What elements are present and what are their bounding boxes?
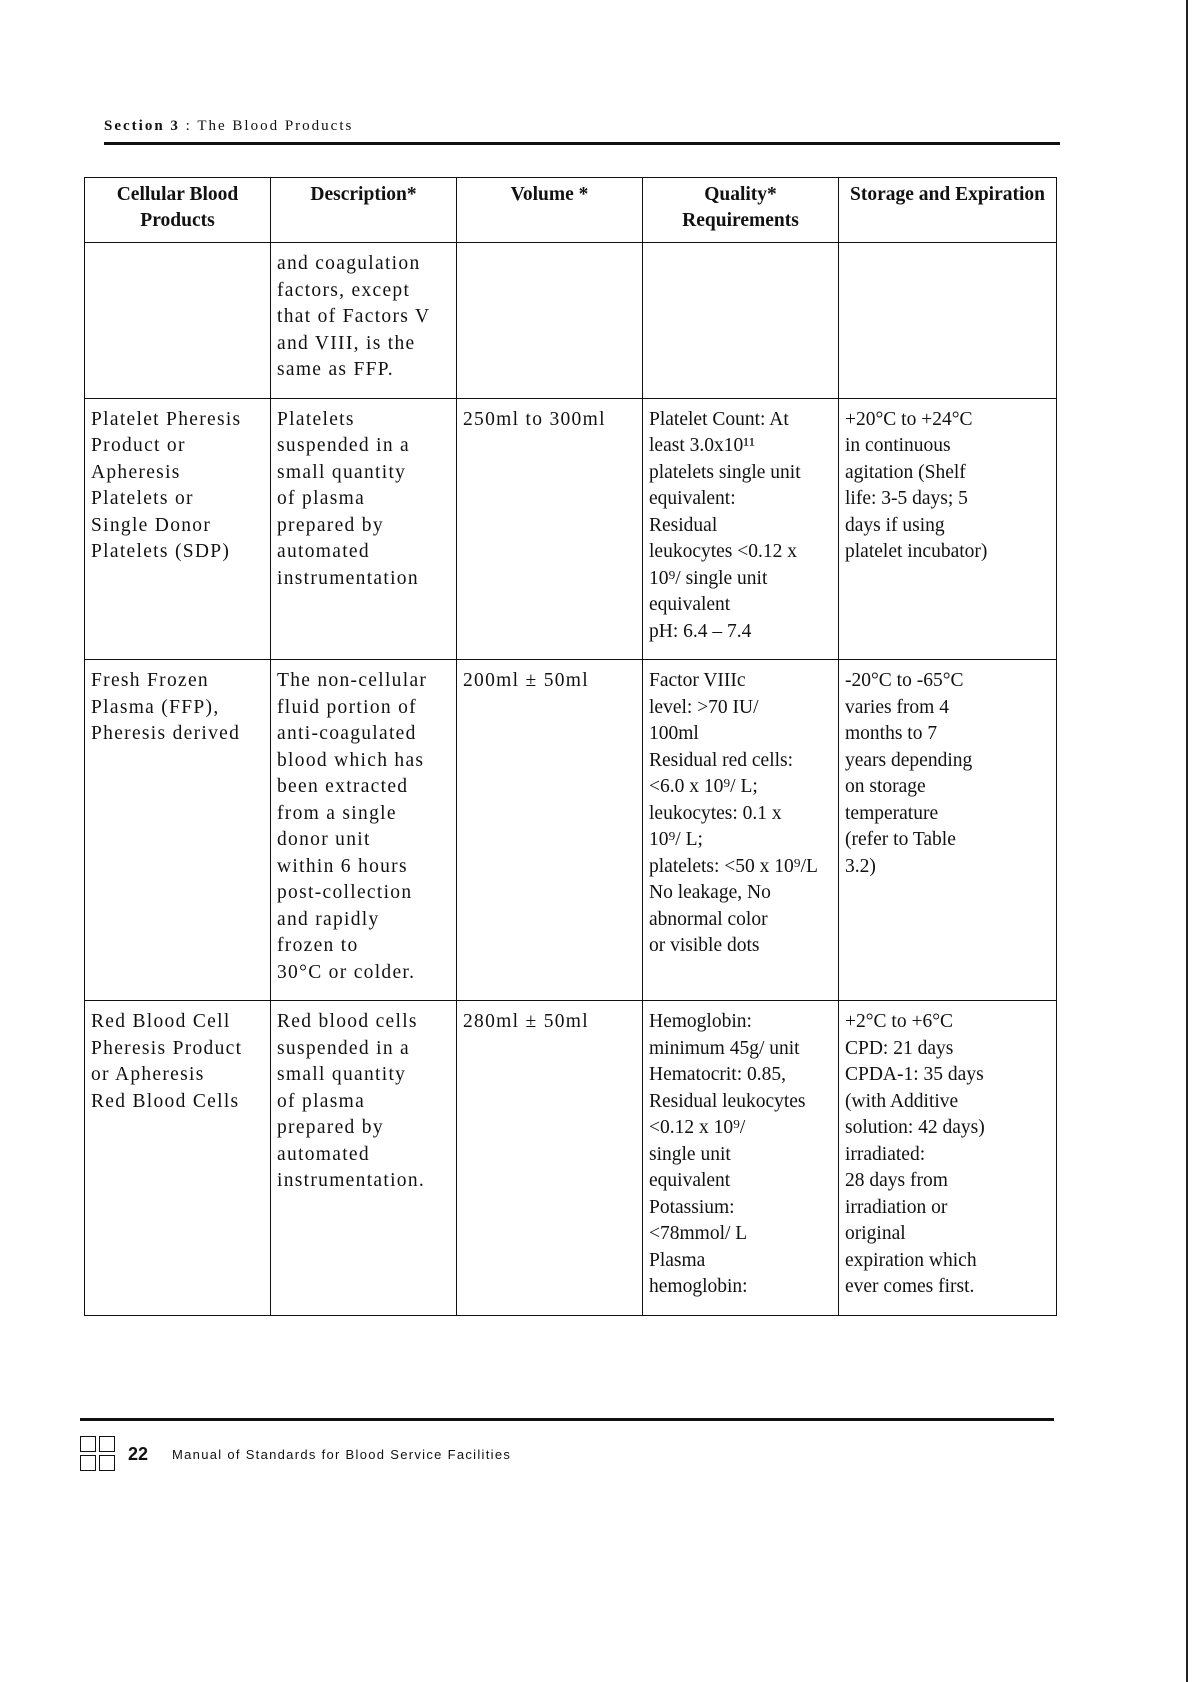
- cell-quality: [643, 1001, 839, 1316]
- cell-line: irradiation or: [845, 1196, 948, 1218]
- cell-line: CPD: 21 days: [845, 1037, 954, 1059]
- cell-line: Platelets: [277, 408, 355, 430]
- cell-volume: [457, 243, 643, 399]
- cell-line: days if using: [845, 514, 945, 536]
- cell-volume: [457, 660, 643, 1001]
- cell-line: Pheresis derived: [91, 723, 241, 744]
- cell-line: years depending: [845, 749, 973, 771]
- cell-storage: [839, 660, 1057, 1001]
- table-body: [85, 243, 1057, 1316]
- header-separator: :: [179, 118, 198, 134]
- cell-line: ever comes first.: [845, 1276, 975, 1297]
- table-header-row: [85, 178, 1057, 243]
- cell-line: prepared by: [277, 1117, 384, 1138]
- section-title: The Blood Products: [197, 118, 354, 134]
- table-row: [85, 660, 1057, 1001]
- cell-line: solution: 42 days): [845, 1117, 985, 1138]
- cell-line: Residual: [649, 514, 718, 536]
- cell-line: (refer to Table: [845, 829, 956, 850]
- cell-line: Hemoglobin:: [649, 1011, 752, 1032]
- cell-line: +2°C to +6°C: [845, 1011, 954, 1032]
- cell-line: fluid portion of: [277, 696, 417, 718]
- cell-line: expiration which: [845, 1249, 977, 1271]
- cell-line: 100ml: [649, 723, 699, 744]
- footer-title: Manual of Standards for Blood Service Facilities: [172, 1447, 512, 1462]
- cell-line: original: [845, 1223, 906, 1244]
- column-header-quality: Quality* Requirements: [643, 178, 839, 243]
- column-header-volume: Volume *: [457, 178, 643, 243]
- cell-line: 30°C or colder.: [277, 961, 416, 983]
- cell-line: least 3.0x10¹¹: [649, 435, 755, 456]
- blood-products-table: [84, 177, 1057, 1316]
- cell-line: +20°C to +24°C: [845, 408, 973, 430]
- section-label: Section 3: [104, 118, 180, 134]
- cell-line: from a single: [277, 802, 397, 824]
- column-header-description: Description*: [271, 178, 457, 243]
- cell-line: <6.0 x 10⁹/ L;: [649, 776, 758, 797]
- cell-line: No leakage, No: [649, 882, 771, 903]
- cell-line: varies from 4: [845, 696, 949, 718]
- cell-line: platelet incubator): [845, 541, 988, 562]
- cell-line: platelets: <50 x 10⁹/L: [649, 855, 818, 877]
- cell-line: automated: [277, 1143, 370, 1165]
- cell-line: Platelet Count: At: [649, 408, 789, 430]
- cell-description: [271, 398, 457, 660]
- cell-line: suspended in a: [277, 435, 411, 456]
- cell-line: equivalent: [649, 1170, 731, 1191]
- cell-quality: [643, 243, 839, 399]
- cell-line: Factor VIIIc: [649, 670, 746, 691]
- footer-rule: [80, 1418, 1054, 1421]
- cell-line: level: >70 IU/: [649, 696, 759, 718]
- cell-line: Product or: [91, 435, 186, 456]
- cell-storage: [839, 243, 1057, 399]
- cell-line: 28 days from: [845, 1170, 948, 1191]
- manual-logo-icon: [80, 1436, 118, 1474]
- cell-line: irradiated:: [845, 1143, 926, 1165]
- cell-line: Apheresis: [91, 461, 181, 483]
- cell-volume: [457, 1001, 643, 1316]
- cell-product: [85, 1001, 271, 1316]
- cell-line: single unit: [649, 1143, 731, 1165]
- cell-description: [271, 660, 457, 1001]
- cell-line: 10⁹/ L;: [649, 829, 703, 850]
- cell-line: Residual leukocytes: [649, 1090, 806, 1112]
- cell-line: or visible dots: [649, 935, 760, 956]
- cell-line: <0.12 x 10⁹/: [649, 1117, 746, 1138]
- cell-line: equivalent: [649, 594, 731, 615]
- cell-line: 10⁹/ single unit: [649, 567, 768, 589]
- cell-line: anti-coagulated: [277, 723, 417, 744]
- cell-product: [85, 660, 271, 1001]
- cell-line: been extracted: [277, 776, 409, 797]
- cell-line: Platelets (SDP): [91, 541, 231, 562]
- page-edge-line: [1186, 0, 1188, 1682]
- cell-line: instrumentation.: [277, 1170, 426, 1191]
- cell-line: Platelets or: [91, 488, 194, 509]
- cell-line: frozen to: [277, 935, 359, 956]
- cell-line: within 6 hours: [277, 855, 408, 877]
- cell-line: Red blood cells: [277, 1011, 418, 1032]
- cell-line: minimum 45g/ unit: [649, 1037, 800, 1059]
- cell-line: Pheresis Product: [91, 1037, 243, 1059]
- table-row: [85, 1001, 1057, 1316]
- cell-line: Platelet Pheresis: [91, 408, 242, 430]
- cell-line: 200ml ± 50ml: [463, 670, 589, 691]
- cell-line: small quantity: [277, 461, 407, 483]
- cell-line: leukocytes <0.12 x: [649, 541, 798, 562]
- cell-line: Red Blood Cell: [91, 1011, 231, 1032]
- cell-volume: [457, 398, 643, 660]
- cell-line: Hematocrit: 0.85,: [649, 1064, 787, 1085]
- cell-line: of plasma: [277, 488, 366, 509]
- cell-line: <78mmol/ L: [649, 1223, 748, 1244]
- cell-line: or Apheresis: [91, 1064, 205, 1085]
- cell-line: leukocytes: 0.1 x: [649, 802, 782, 824]
- cell-line: automated: [277, 541, 370, 562]
- cell-line: suspended in a: [277, 1037, 411, 1059]
- column-header-product: Cellular Blood Products: [85, 178, 271, 243]
- cell-line: on storage: [845, 776, 926, 797]
- cell-line: and coagulation: [277, 253, 421, 274]
- running-header: [104, 118, 353, 135]
- cell-line: pH: 6.4 – 7.4: [649, 620, 752, 642]
- cell-line: 3.2): [845, 855, 876, 877]
- cell-line: hemoglobin:: [649, 1276, 748, 1297]
- cell-line: Residual red cells:: [649, 749, 794, 771]
- cell-line: instrumentation: [277, 567, 419, 589]
- cell-line: Fresh Frozen: [91, 670, 209, 691]
- cell-product: [85, 243, 271, 399]
- page-number: 22: [128, 1444, 149, 1464]
- cell-line: equivalent:: [649, 488, 736, 509]
- cell-line: agitation (Shelf: [845, 461, 966, 483]
- cell-description: [271, 1001, 457, 1316]
- cell-line: -20°C to -65°C: [845, 670, 964, 691]
- cell-line: same as FFP.: [277, 359, 394, 380]
- cell-product: [85, 398, 271, 660]
- cell-line: that of Factors V: [277, 306, 431, 327]
- cell-line: Potassium:: [649, 1196, 735, 1218]
- cell-description: [271, 243, 457, 399]
- cell-line: post-collection: [277, 882, 413, 903]
- cell-line: in continuous: [845, 435, 951, 456]
- cell-line: abnormal color: [649, 908, 768, 930]
- cell-line: CPDA-1: 35 days: [845, 1064, 984, 1085]
- cell-line: (with Additive: [845, 1090, 959, 1112]
- cell-line: Plasma: [649, 1249, 706, 1271]
- header-rule: [104, 142, 1060, 145]
- cell-line: Plasma (FFP),: [91, 696, 220, 718]
- cell-line: months to 7: [845, 723, 938, 744]
- cell-line: and rapidly: [277, 908, 380, 930]
- cell-line: temperature: [845, 802, 939, 824]
- cell-line: platelets single unit: [649, 461, 801, 483]
- cell-line: Single Donor: [91, 514, 212, 536]
- column-header-storage: Storage and Expiration: [839, 178, 1057, 243]
- cell-quality: [643, 660, 839, 1001]
- cell-line: factors, except: [277, 279, 411, 301]
- cell-line: 250ml to 300ml: [463, 408, 606, 430]
- cell-line: prepared by: [277, 514, 384, 536]
- cell-line: The non-cellular: [277, 670, 428, 691]
- cell-line: Red Blood Cells: [91, 1090, 240, 1112]
- table-row: [85, 398, 1057, 660]
- cell-storage: [839, 398, 1057, 660]
- cell-line: and VIII, is the: [277, 332, 416, 354]
- cell-line: 280ml ± 50ml: [463, 1011, 589, 1032]
- cell-line: life: 3-5 days; 5: [845, 488, 968, 509]
- cell-quality: [643, 398, 839, 660]
- table-row: [85, 243, 1057, 399]
- cell-line: of plasma: [277, 1090, 366, 1112]
- cell-line: small quantity: [277, 1064, 407, 1085]
- cell-line: blood which has: [277, 749, 425, 771]
- cell-line: donor unit: [277, 829, 371, 850]
- cell-storage: [839, 1001, 1057, 1316]
